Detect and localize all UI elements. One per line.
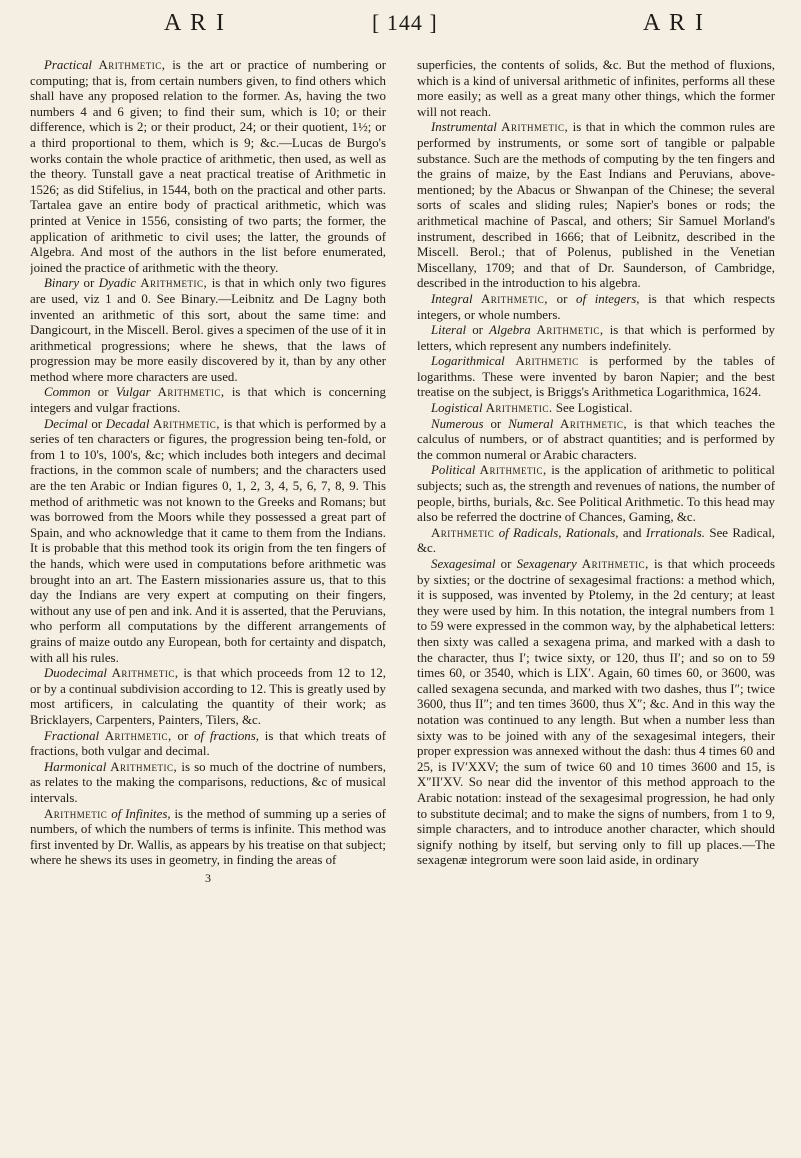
- entry-headword: Political: [431, 463, 476, 478]
- entry-text: is performed by the tables of logarithms. These were invented by baron Napier; and the best treatise on the subject, is Briggs's Arithmetica Logarithmica, 1624.: [417, 354, 775, 400]
- entry-headword-arithmetic: Arithmetic,: [475, 463, 547, 478]
- entry-headword: Sexagenary: [516, 557, 577, 571]
- entry-headword-arithmetic: Arithmetic: [44, 806, 108, 821]
- entry-paragraph: [30, 807, 386, 869]
- entry-headword: Logistical: [431, 401, 483, 416]
- entry-conjunction: or: [495, 557, 517, 571]
- entry-paragraph: [30, 729, 386, 760]
- entry-paragraph: [417, 292, 775, 323]
- running-head-left: A R I: [164, 10, 227, 36]
- entry-headword: Sexagesimal: [431, 557, 496, 571]
- entry-headword: Harmonical: [44, 759, 107, 774]
- entry-paragraph: [417, 354, 775, 401]
- entry-text: is the application of arithmetic to political subjects; such as, the strength and revenues of nations, the number of people, births, burials, &c. See Political Arithmetic. To this head may also be referred the doctrine of Chances, Gaming, &c.: [417, 463, 775, 525]
- entry-conjunction: or: [548, 291, 577, 306]
- entry-headword-arithmetic: Arithmetic,: [150, 385, 225, 400]
- entry-paragraph: [417, 526, 775, 557]
- entry-paragraph: [30, 385, 386, 416]
- entry-text: is that in which the common rules are performed by instruments, or some sort of tangible or palpable substance. Such are the methods of computing by the ten fingers and the grains of maize, by the East Indians and Peruvians, above-mentioned; by the Abacus or Shwanpan of the Chinese; the several sorts of scales and sliding rules; Napier's bones or rods; the arithmetical machine of Pascal, and others; Sir Samuel Morland's instrument, described in 1666; that of Leibnitz, described in the Miscell. Berol.; that of Polenus, published in the Venetian Miscellany, 1709; and that of Dr. Saunderson, of Cambridge, described in the introduction to his algebra.: [417, 120, 775, 291]
- entry-headword: Duodecimal: [44, 666, 108, 681]
- entry-paragraph: [417, 463, 775, 525]
- entry-text: is that which proceeds by sixties; or the doctrine of sexagesimal fractions: a method which, it is supposed, was invented by Ptolemy, in the 2d century; at least they were used by him. In this notation, the integral numbers from 1 to 59 were expressed in the common way, by the alphabetical letters: then sixty was called a sexagena prima, and marked with a dash to the character, thus I′; twice sixty, or 120, thus II′; and so on to 59 times 60, or 3540, which is LIX′. Again, 60 times 60, or 3600, was called sexagena secunda, and marked with two dashes, thus I″; twice 3600, thus II″; and ten times 3600, thus X″; &c. And in this way the notation was continued to any length. But when a number less than sixty was to be joined with any of the sexagesimal integers, their proper expression was annexed without the dash: thus 4 times 60 and 25, is IV′XXV; the sum of twice 60 and 10 times 3600 and 15, is X″II′XV. So near did the inventor of this method approach to the Arabic notation: instead of the sexagesimal progression, he had only to substitute decimal; and to make the signs of numbers, from 1 to 9, simple characters, and to introduce another character, which should signify nothing by itself, but serving only to fill up places.—The sexagenæ integrorum were soon laid aside, in ordinary: [417, 557, 775, 868]
- entry-headword-arithmetic: Arithmetic,: [553, 416, 628, 431]
- entry-headword: of integers,: [576, 291, 640, 306]
- entry-headword-arithmetic: Arithmetic,: [91, 58, 166, 72]
- entry-headword: Numerous: [431, 416, 484, 431]
- entry-headword: Logarithmical: [431, 354, 505, 369]
- entry-conjunction: or: [79, 276, 99, 291]
- left-text-column: [30, 58, 386, 1148]
- entry-headword: Binary: [44, 276, 80, 291]
- signature-mark: 3: [205, 870, 211, 885]
- running-head: [0, 10, 801, 42]
- entry-headword: of fractions,: [194, 728, 259, 743]
- entry-headword-arithmetic: Arithmetic,: [530, 323, 604, 338]
- entry-text: is so much of the doctrine of numbers, as relates to the making the comparisons, reductions, &c of musical intervals.: [30, 759, 386, 805]
- entry-headword: Algebra: [489, 323, 531, 338]
- entry-headword-arithmetic: Arithmetic,: [135, 276, 208, 291]
- entry-text: See Logistical.: [552, 401, 633, 416]
- entry-headword: Literal: [431, 323, 467, 338]
- entry-headword-arithmetic: Arithmetic.: [482, 401, 553, 416]
- entry-headword: Numeral: [508, 416, 554, 431]
- entry-headword: Decimal: [44, 416, 88, 431]
- entry-headword-arithmetic: Arithmetic: [431, 525, 495, 540]
- entry-headword: of Radicals, Rationals,: [494, 525, 619, 540]
- entry-headword: Fractional: [44, 728, 100, 743]
- entry-headword: of Infinites,: [107, 806, 171, 821]
- entry-paragraph: [417, 557, 775, 869]
- entry-headword-arithmetic: Arithmetic,: [472, 291, 548, 306]
- entry-text: is that which treats of fractions, both vulgar and decimal.: [30, 728, 386, 759]
- entry-headword-arithmetic: Arithmetic,: [106, 759, 178, 774]
- entry-paragraph: [417, 417, 775, 464]
- entry-text: is that which respects integers, or whole numbers.: [417, 291, 775, 322]
- entry-paragraph: [30, 760, 386, 807]
- entry-headword-arithmetic: Arithmetic,: [149, 416, 220, 431]
- entry-paragraph: [417, 323, 775, 354]
- entry-text: is that which is performed by a series of ten characters or figures, the progression being ten-fold, or from 1 to 10's, 100's, &c; which includes both integers and decimal fractions, in the common scale of numbers; and the characters used are the ten Arabic or Indian figures 0, 1, 2, 3, 4, 5, 6, 7, 8, 9. This method of arithmetic was not known to the Greeks and Romans; but was borrowed from the Moors while they possessed a great part of Spain, and who acknowledge that it came to them from the Indians. It is probable that this method took its origin from the ten fingers of the hands, which were used in computations before arithmetic was brought into an art. The Eastern missionaries assure us, that to this day the Indians are very expert at computing on their fingers, without any use of pen and ink. And it is asserted, that the Peruvians, who perform all computations by the different arrangements of grains of maize outdo any European, both for certainty and dispatch, with all his rules.: [30, 416, 386, 665]
- entry-headword: Integral: [431, 291, 473, 306]
- entry-text: is that which proceeds from 12 to 12, or by a continual subdivision according to 12. This is greatly used by most artificers, in calculating the quantity of their work; as Bricklayers, Carpenters, Painters, Tilers, &c.: [30, 666, 386, 727]
- entry-paragraph: [417, 401, 775, 417]
- running-head-right: A R I: [643, 10, 706, 36]
- entry-headword: Instrumental: [431, 120, 497, 135]
- entry-paragraph: [417, 120, 775, 292]
- entry-headword: Practical: [44, 58, 92, 72]
- entry-conjunction: and: [618, 525, 646, 540]
- entry-conjunction: or: [87, 416, 106, 431]
- entry-headword-arithmetic: Arithmetic,: [107, 666, 179, 681]
- right-text-column: [417, 58, 775, 1148]
- entry-headword: Irrationals.: [645, 525, 705, 540]
- page-number: [ 144 ]: [372, 10, 438, 35]
- entry-text: is that which is concerning integers and vulgar fractions.: [30, 385, 386, 416]
- entry-conjunction: or: [466, 323, 490, 338]
- entry-paragraph: [30, 58, 386, 276]
- entry-headword-arithmetic: Arithmetic,: [496, 120, 569, 135]
- entry-paragraph: [30, 417, 386, 667]
- entry-text: is that which is performed by letters, which represent any numbers indefinitely.: [417, 323, 775, 353]
- entry-conjunction: or: [171, 728, 195, 743]
- entry-conjunction: or: [90, 385, 116, 400]
- entry-paragraph: [30, 666, 386, 728]
- entry-headword-arithmetic: Arithmetic: [504, 354, 579, 369]
- entry-paragraph: [30, 276, 386, 385]
- entry-text: is the art or practice of numbering or computing; that is, from certain numbers given, to find others which shall have any proposed relation to the former. As, having the two numbers 4 and 6 given; to find their sum, which is 10; or their difference, which is 2; or their product, 24; or their quotient, 1½; or a third proportional to them, which is 9; &c.—Lucas de Burgo's works contain the whole practice of arithmetic, then used, as well as the theory. Tunstall gave a neat practical treatise of Arithmetic in 1526; as did Stifelius, in 1544, both on the practical and other parts. Tartalea gave an entire body of practical arithmetic, which was printed at Venice in 1556, consisting of two parts; the former, the application of arithmetic to civil uses; the latter, the grounds of Algebra. And most of the authors in the list before enumerated, joined the practice of arithmetic with the theory.: [30, 58, 386, 275]
- entry-conjunction: or: [483, 416, 509, 431]
- entry-headword: Common: [44, 385, 91, 400]
- entry-text: is the method of summing up a series of numbers, of which the numbers of terms is infinite. This method was first invented by Dr. Wallis, as appears by his treatise on that subject; where he shews its uses in geometry, in finding the areas of: [30, 806, 386, 868]
- entry-headword: Dyadic: [98, 276, 136, 291]
- entry-headword-arithmetic: Arithmetic,: [99, 728, 172, 743]
- entry-headword: Vulgar: [115, 385, 151, 400]
- entry-text: is that which teaches the calculus of numbers, or of abstract quantities; and is performed by the common numeral or Arabic characters.: [417, 416, 775, 462]
- entry-text: is that in which only two figures are used, viz 1 and 0. See Binary.—Leibnitz and De Lagny both invented an arithmetic of this sort, about the same time: and Dangicourt, in the Miscell. Berol. gives a specimen of the use of it in arithmetical progressions; where he shews, that the laws of progression may be more easily discovered by it, than by any other method where more characters are used.: [30, 276, 386, 384]
- entry-text: superficies, the contents of solids, &c. But the method of fluxions, which is a kind of universal arithmetic of infinites, performs all these more easily; as well as a great many other things, which the former will not reach.: [417, 58, 775, 119]
- entry-paragraph: [417, 58, 775, 120]
- entry-text: See Radical, &c.: [417, 525, 775, 556]
- entry-headword-arithmetic: Arithmetic,: [576, 557, 649, 571]
- entry-headword: Decadal: [105, 416, 150, 431]
